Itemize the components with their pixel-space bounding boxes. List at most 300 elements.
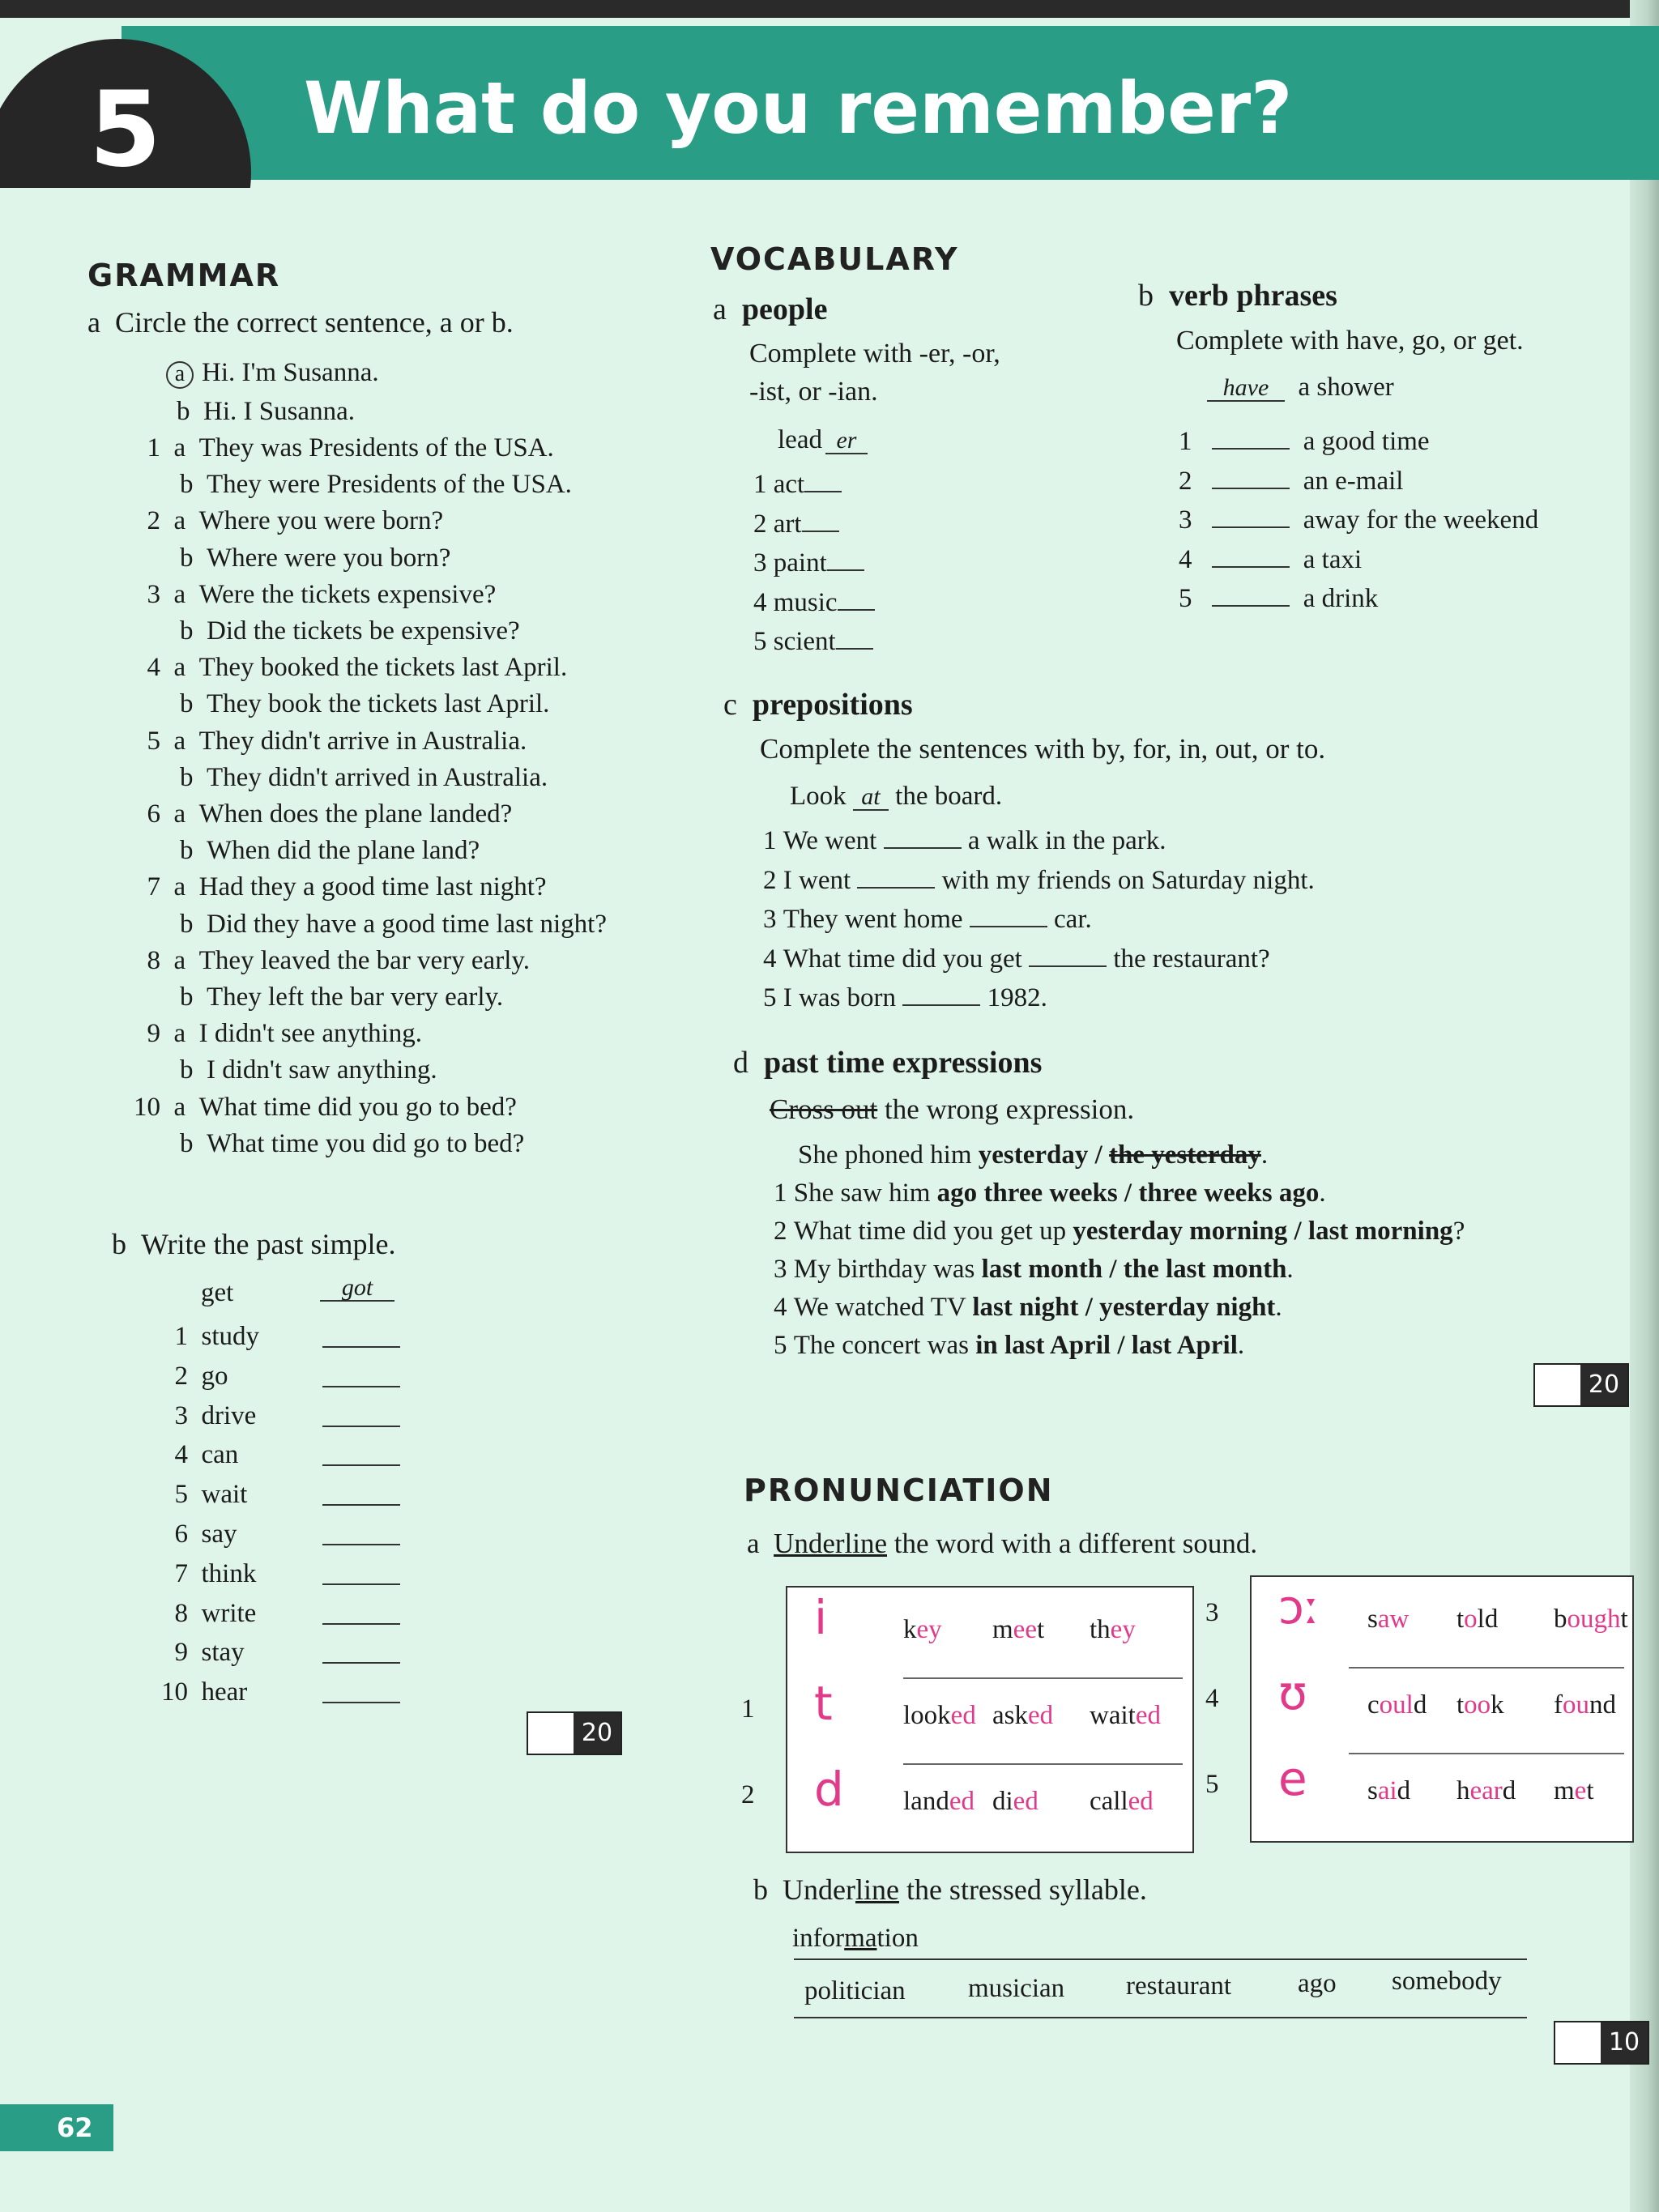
row-divider — [903, 1763, 1183, 1765]
option-b-text: They didn't arrived in Australia. — [207, 763, 548, 792]
option-a-text: When does the plane landed? — [198, 799, 513, 829]
sound-word — [1554, 1605, 1628, 1634]
word-sound: aw — [1377, 1605, 1410, 1634]
item-number: 10 — [134, 1093, 160, 1122]
grammar-item-a — [130, 506, 443, 536]
preposition-blank — [902, 1004, 980, 1006]
vocab-d-item — [774, 1255, 1294, 1285]
option-b-text: I didn't saw anything. — [207, 1055, 437, 1085]
preposition-blank — [1029, 965, 1107, 967]
grammar-item-a — [130, 799, 512, 829]
item-number: 8 — [174, 1599, 188, 1628]
sound-word — [1554, 1690, 1616, 1720]
vocabulary-score: 20 — [1580, 1365, 1627, 1405]
base-verb: think — [201, 1559, 257, 1588]
answer-blank — [322, 1386, 400, 1387]
preposition-blank — [884, 846, 962, 849]
option-a-text: Where you were born? — [198, 506, 444, 535]
row-number: 2 — [741, 1780, 755, 1809]
word-part: land — [903, 1787, 949, 1816]
pron-b-example: information — [792, 1924, 919, 1953]
option-letter: b — [180, 543, 194, 573]
word-stem: act — [773, 470, 805, 499]
sound-word — [1456, 1605, 1498, 1634]
option-b-text: They left the bar very early. — [207, 982, 504, 1012]
word-sound: ey — [1110, 1615, 1136, 1644]
option-letter: b — [180, 616, 194, 646]
item-number: 3 — [753, 548, 767, 578]
sentence-end: car. — [1054, 905, 1092, 934]
grammar-score-box — [527, 1711, 622, 1755]
word-sound: o — [1464, 1605, 1478, 1634]
option-letter: a — [173, 946, 186, 975]
grammar-a-text: Circle the correct sentence, a or b. — [114, 306, 514, 339]
option-letter: b — [180, 982, 194, 1012]
row-number: 3 — [1205, 1598, 1219, 1627]
item-number: 5 — [753, 627, 767, 656]
option-letter: a — [173, 1019, 186, 1048]
page-number: 62 — [57, 2112, 93, 2143]
word-stem: art — [773, 509, 802, 539]
word-sound: oul — [1379, 1690, 1414, 1720]
time-expression-options: yesterday morning / last morning — [1073, 1217, 1453, 1246]
word-stem: scient — [773, 627, 836, 656]
grammar-item-a — [130, 1019, 422, 1049]
past-simple-item — [154, 1599, 256, 1629]
grammar-b-instruction — [112, 1227, 395, 1261]
grammar-item-b — [180, 470, 572, 500]
grammar-item-a — [130, 872, 547, 902]
item-number: 1 — [763, 826, 777, 855]
answer-blank — [322, 1426, 400, 1427]
time-expression-options: last night / yesterday night — [972, 1293, 1276, 1322]
unit-badge-cover — [0, 188, 292, 318]
vocab-b-item — [1179, 467, 1403, 497]
grammar-score: 20 — [574, 1713, 621, 1754]
book-spine-shadow — [1630, 0, 1659, 2212]
option-letter: a — [173, 727, 186, 756]
option-a-text: They didn't arrive in Australia. — [198, 727, 527, 756]
word-part: ask — [992, 1701, 1028, 1730]
item-number: 4 — [774, 1293, 787, 1322]
vocab-d-item — [774, 1217, 1465, 1247]
vocab-a-title: a people — [713, 292, 828, 326]
pronunciation-score: 10 — [1601, 2022, 1648, 2063]
item-number: 8 — [147, 946, 160, 975]
option-b-text: What time you did go to bed? — [207, 1129, 525, 1158]
item-number: 3 — [174, 1401, 188, 1430]
base-verb: say — [201, 1519, 237, 1549]
row-number: 4 — [1205, 1684, 1219, 1713]
item-number: 3 — [147, 580, 160, 609]
option-letter: b — [180, 1129, 194, 1158]
item-number: 2 — [1179, 467, 1192, 496]
item-number: 1 — [174, 1322, 188, 1351]
word-part: th — [1090, 1615, 1111, 1644]
vocab-c-item — [763, 983, 1047, 1013]
row-divider — [1349, 1753, 1624, 1754]
verb-blank — [1212, 604, 1290, 607]
item-number: 5 — [763, 983, 777, 1012]
word-part: b — [1554, 1605, 1567, 1634]
vocab-c-item — [763, 826, 1166, 856]
sound-word — [1456, 1776, 1516, 1806]
option-letter: b — [180, 1055, 194, 1085]
item-number: 4 — [174, 1440, 188, 1469]
sound-word — [1367, 1605, 1409, 1634]
grammar-item-b — [180, 982, 503, 1012]
sentence-start: She saw him — [793, 1178, 931, 1208]
stress-word: somebody — [1392, 1967, 1502, 1996]
base-verb: wait — [201, 1480, 248, 1509]
word-sound: ey — [916, 1615, 942, 1644]
item-number: 6 — [174, 1519, 188, 1549]
base-verb: stay — [201, 1638, 245, 1667]
vocab-a-item — [753, 548, 864, 578]
item-number: 2 — [753, 509, 767, 539]
answer-blank — [322, 1623, 400, 1625]
item-number: 2 — [174, 1362, 188, 1391]
past-simple-item — [154, 1440, 238, 1470]
word-sound: ai — [1377, 1776, 1397, 1805]
vocab-b-item — [1179, 584, 1378, 614]
sound-word — [1090, 1787, 1154, 1817]
word-sound: e — [1574, 1776, 1587, 1805]
word-sound: ed — [949, 1787, 975, 1816]
item-number: 2 — [147, 506, 160, 535]
grammar-item-a — [130, 433, 554, 463]
phrase: a drink — [1303, 584, 1379, 613]
suffix-blank — [827, 569, 864, 571]
pron-b-instruction: b Underline the stressed syllable. — [753, 1873, 1147, 1906]
stress-word: musician — [968, 1974, 1065, 2003]
option-b-text: Did the tickets be expensive? — [207, 616, 520, 646]
option-a-text: They was Presidents of the USA. — [198, 433, 554, 462]
item-number: 3 — [763, 905, 777, 934]
phonetic-symbol-icon: e — [1278, 1751, 1307, 1806]
sentence-end: the restaurant? — [1113, 944, 1270, 974]
example-b-text: Hi. I Susanna. — [203, 397, 355, 426]
sentence-end: . — [1286, 1255, 1294, 1284]
word-sound: ee — [1013, 1615, 1037, 1644]
time-expression-options: ago three weeks / three weeks ago — [936, 1178, 1320, 1208]
sentence-start: They went home — [783, 905, 963, 934]
answer-blank — [322, 1583, 400, 1585]
sentence-start: I was born — [783, 983, 897, 1012]
verb-blank — [1212, 565, 1290, 568]
word-part: t — [1036, 1615, 1045, 1644]
option-a-text: Were the tickets expensive? — [198, 580, 497, 609]
sentence-start: We watched TV — [793, 1293, 966, 1322]
word-part: f — [1554, 1690, 1563, 1720]
vocab-b-item — [1179, 427, 1430, 457]
word-sound: ed — [1028, 1701, 1054, 1730]
option-letter: a — [173, 653, 186, 682]
item-number: 6 — [147, 799, 160, 829]
vocab-b-instruction: Complete with have, go, or get. — [1176, 326, 1524, 356]
sentence-end: a walk in the park. — [967, 826, 1166, 855]
option-letter: b — [180, 689, 194, 718]
past-simple-item — [154, 1401, 256, 1431]
sentence-start: What time did you get — [783, 944, 1022, 974]
item-number: 4 — [147, 653, 160, 682]
word-part: look — [903, 1701, 951, 1730]
phrase: away for the weekend — [1303, 505, 1539, 535]
word-part: m — [1554, 1776, 1575, 1805]
pronunciation-score-box — [1554, 2021, 1649, 2065]
grammar-item-b — [180, 910, 607, 940]
word-sound: ough — [1567, 1605, 1621, 1634]
word-part: s — [1367, 1776, 1378, 1805]
vocab-a-example: lead er — [778, 425, 868, 455]
sound-word — [1367, 1690, 1427, 1720]
sentence-end: . — [1319, 1178, 1326, 1208]
item-number: 5 — [774, 1331, 787, 1360]
word-stem: music — [773, 588, 838, 617]
item-number: 1 — [1179, 427, 1192, 456]
stress-line-top — [794, 1958, 1527, 1960]
word-sound: ed — [1128, 1787, 1154, 1816]
past-example-answer: got — [320, 1272, 394, 1302]
top-edge — [0, 0, 1659, 18]
sound-word — [1554, 1776, 1594, 1806]
item-number: 3 — [774, 1255, 787, 1284]
base-verb: go — [201, 1362, 228, 1391]
word-sound: oo — [1464, 1690, 1491, 1720]
word-sound: ou — [1563, 1690, 1589, 1720]
phonetic-symbol-icon: i — [814, 1590, 828, 1645]
sound-word — [903, 1701, 976, 1731]
sentence-end: . — [1275, 1293, 1282, 1322]
base-verb: drive — [201, 1401, 257, 1430]
row-number: 5 — [1205, 1770, 1219, 1799]
grammar-example-a — [166, 358, 379, 389]
word-sound: ed — [950, 1701, 976, 1730]
verb-blank — [1212, 487, 1290, 489]
preposition-blank — [857, 886, 935, 889]
option-letter: a — [173, 433, 186, 462]
option-letter: b — [180, 763, 194, 792]
sound-word — [903, 1787, 975, 1817]
phonetic-symbol-icon: ʊ — [1278, 1665, 1307, 1720]
sentence-start: We went — [783, 826, 877, 855]
grammar-a-label: a — [87, 306, 100, 339]
sentence-start: My birthday was — [793, 1255, 975, 1284]
vocabulary-heading: VOCABULARY — [710, 241, 959, 277]
grammar-example-b — [177, 397, 355, 427]
word-part: wait — [1090, 1701, 1136, 1730]
vocab-d-example: She phoned him yesterday / the yesterday. — [798, 1140, 1269, 1170]
vocab-a-item — [753, 627, 873, 657]
option-a-text: What time did you go to bed? — [198, 1093, 517, 1122]
option-letter: a — [173, 872, 186, 901]
grammar-item-b — [180, 763, 548, 793]
past-simple-item — [154, 1322, 259, 1352]
sound-word — [903, 1615, 942, 1645]
verb-blank — [1212, 526, 1290, 528]
vocab-d-instruction: Cross out the wrong expression. — [770, 1093, 1135, 1125]
stress-word: politician — [804, 1976, 906, 2005]
word-part: nd — [1589, 1690, 1616, 1720]
item-number: 4 — [1179, 545, 1192, 574]
word-part: d — [1397, 1776, 1411, 1805]
word-part: t — [1456, 1605, 1465, 1634]
grammar-item-b — [180, 1129, 524, 1159]
vocab-c-item — [763, 866, 1315, 896]
grammar-item-a — [130, 727, 527, 757]
item-number: 1 — [753, 470, 767, 499]
grammar-item-b — [180, 1055, 437, 1085]
vocab-a-item — [753, 588, 875, 618]
item-number: 1 — [147, 433, 160, 462]
suffix-blank — [802, 530, 839, 532]
sentence-end: ? — [1452, 1217, 1465, 1246]
answer-blank — [322, 1346, 400, 1348]
item-number: 5 — [147, 727, 160, 756]
word-part: s — [1367, 1605, 1378, 1634]
sound-word — [1456, 1690, 1504, 1720]
suffix-blank — [836, 647, 873, 650]
option-letter: a — [173, 799, 186, 829]
vocab-c-item — [763, 905, 1092, 935]
grammar-item-b — [180, 543, 450, 573]
sound-word — [1367, 1776, 1410, 1806]
item-number: 9 — [147, 1019, 160, 1048]
base-verb: can — [201, 1440, 239, 1469]
grammar-a-instruction — [87, 305, 514, 339]
word-sound: ed — [1013, 1787, 1038, 1816]
item-number: 2 — [774, 1217, 787, 1246]
preposition-blank — [970, 925, 1047, 927]
vocab-d-item — [774, 1178, 1326, 1208]
vocab-b-title: b verb phrases — [1138, 279, 1337, 313]
sentence-end: 1982. — [987, 983, 1047, 1012]
word-part: m — [992, 1615, 1013, 1644]
grammar-item-a — [130, 1093, 517, 1123]
row-divider — [903, 1677, 1183, 1679]
option-b-text: They were Presidents of the USA. — [207, 470, 572, 499]
option-letter: b — [180, 910, 194, 939]
vocab-d-title: d past time expressions — [733, 1046, 1043, 1080]
grammar-item-a — [130, 580, 496, 610]
item-number: 3 — [1179, 505, 1192, 535]
past-simple-item — [154, 1677, 247, 1707]
sound-word — [992, 1787, 1038, 1817]
word-sound: ear — [1469, 1776, 1503, 1805]
sound-word — [992, 1615, 1044, 1645]
vocabulary-score-box — [1533, 1363, 1629, 1407]
option-letter: a — [173, 1093, 186, 1122]
word-part: call — [1090, 1787, 1128, 1816]
item-number: 10 — [161, 1677, 188, 1707]
word-part: k — [903, 1615, 917, 1644]
option-b-text: When did the plane land? — [207, 836, 480, 865]
option-letter: b — [180, 836, 194, 865]
item-number: 5 — [1179, 584, 1192, 613]
word-part: k — [1491, 1690, 1504, 1720]
answer-blank — [322, 1662, 400, 1664]
word-part: h — [1456, 1776, 1470, 1805]
item-number: 5 — [174, 1480, 188, 1509]
item-number: 2 — [763, 866, 777, 895]
base-verb: write — [201, 1599, 257, 1628]
vocab-a-item — [753, 509, 839, 539]
answer-blank — [322, 1504, 400, 1506]
past-simple-item — [154, 1559, 256, 1589]
option-letter: a — [173, 580, 186, 609]
grammar-item-a — [130, 653, 567, 683]
option-a-text: I didn't see anything. — [198, 1019, 423, 1048]
base-verb: study — [201, 1322, 260, 1351]
sound-word — [1090, 1615, 1136, 1645]
option-a-text: They booked the tickets last April. — [198, 653, 568, 682]
grammar-item-b — [180, 836, 480, 866]
row-number: 1 — [741, 1694, 755, 1724]
option-b-text: Did they have a good time last night? — [207, 910, 607, 939]
unit-number: 5 — [89, 70, 162, 190]
suffix-blank — [804, 490, 842, 492]
stress-word: restaurant — [1126, 1971, 1232, 2001]
word-stem: paint — [773, 548, 827, 578]
item-number: 7 — [174, 1559, 188, 1588]
sentence-start: I went — [783, 866, 851, 895]
grammar-item-a — [130, 946, 530, 976]
option-b-text: They book the tickets last April. — [207, 689, 550, 718]
word-part: t — [1456, 1690, 1465, 1720]
answer-blank — [322, 1544, 400, 1545]
pron-a-instruction: a Underline the word with a different sound. — [747, 1528, 1258, 1559]
grammar-heading: GRAMMAR — [87, 258, 281, 293]
vocab-c-instruction: Complete the sentences with by, for, in, out, or to. — [760, 733, 1326, 765]
past-simple-item — [154, 1519, 237, 1549]
item-number: 7 — [147, 872, 160, 901]
vocab-c-title: c prepositions — [723, 688, 913, 722]
option-letter: b — [180, 470, 194, 499]
example-a-text: Hi. I'm Susanna. — [202, 358, 379, 387]
example-b-letter: b — [177, 397, 190, 426]
vocab-a-instruction-1: Complete with -er, -or, — [749, 339, 1000, 369]
stress-word: ago — [1298, 1969, 1337, 1998]
word-part: di — [992, 1787, 1013, 1816]
vocab-d-item — [774, 1293, 1282, 1323]
time-expression-options: in last April / last April — [975, 1331, 1238, 1360]
item-number: 4 — [753, 588, 767, 617]
row-divider — [1349, 1667, 1624, 1669]
pronunciation-heading: PRONUNCIATION — [744, 1473, 1054, 1508]
vocab-b-item — [1179, 545, 1362, 575]
sentence-end: with my friends on Saturday night. — [941, 866, 1315, 895]
word-part: c — [1367, 1690, 1380, 1720]
page-title: What do you remember? — [304, 66, 1293, 150]
word-part: d — [1413, 1690, 1427, 1720]
option-a-text: Had they a good time last night? — [198, 872, 547, 901]
word-part: ld — [1477, 1605, 1499, 1634]
item-number: 4 — [763, 944, 777, 974]
base-verb: hear — [201, 1677, 248, 1707]
vocab-a-item — [753, 470, 842, 500]
vocab-b-example: have a shower — [1207, 373, 1394, 403]
circled-letter: a — [166, 361, 194, 389]
grammar-item-b — [180, 689, 549, 719]
grammar-item-b — [180, 616, 520, 646]
phonetic-symbol-icon: t — [814, 1676, 833, 1731]
sound-word — [1090, 1701, 1161, 1731]
past-example-word: get — [201, 1278, 234, 1307]
word-part: t — [1586, 1776, 1594, 1805]
stress-line-bottom — [794, 2017, 1527, 2018]
grammar-b-label: b — [112, 1228, 126, 1260]
sentence-start: The concert was — [793, 1331, 969, 1360]
